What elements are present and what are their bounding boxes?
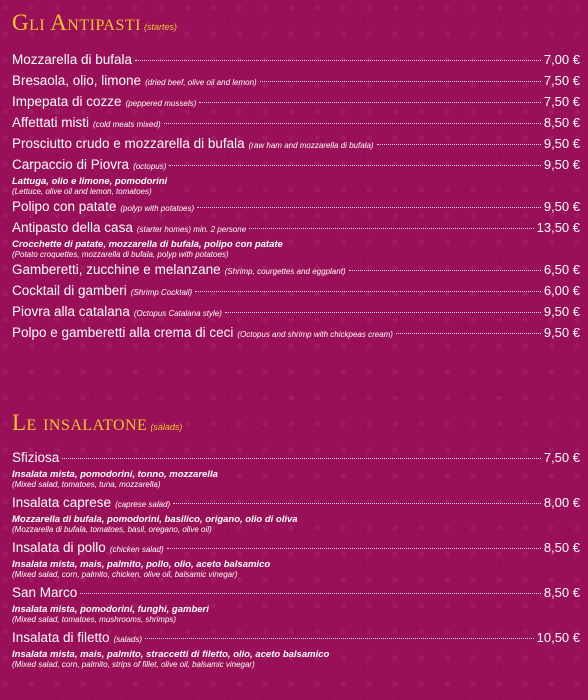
menu-item (12, 325, 580, 344)
menu-item-line (12, 630, 580, 649)
menu-item (12, 136, 580, 155)
dish-description-english: (Mixed salad, corn, palmito, chicken, olive oil, balsamic vinegar) (12, 570, 238, 579)
menu-item-line (12, 450, 580, 469)
dish-name: Gamberetti, zucchine e melanzane (12, 262, 221, 277)
dish-price: 8,00 € (543, 495, 580, 510)
dish-name: Antipasto della casa (12, 220, 133, 235)
antipasti-title: Gli Antipasti (12, 10, 141, 35)
menu-item (12, 52, 580, 71)
dish-english-name: (dried beef, olive oil and lemon) (145, 78, 257, 87)
dish-price: 9,50 € (543, 136, 580, 151)
dot-leader (173, 503, 541, 504)
dish-name: Cocktail di gamberi (12, 283, 127, 298)
dish-description-english: (Potato croquettes, mozzarella di bufala, polyp with potatoes) (12, 250, 229, 259)
dish-english-name: (Shrimp, courgettes and eggplant) (224, 267, 346, 276)
dot-leader (167, 548, 541, 549)
insalatone-heading (12, 410, 588, 442)
menu-item (12, 630, 580, 670)
dish-english-name: (caprese salad) (115, 500, 171, 509)
dish-price: 7,50 € (543, 73, 580, 88)
dish-english-name: (peppered mussels) (125, 99, 197, 108)
menu-item-line (12, 220, 580, 239)
dish-price: 8,50 € (543, 540, 580, 555)
dish-name: Prosciutto crudo e mozzarella di bufala (12, 136, 245, 151)
dish-name: Piovra alla catalana (12, 304, 130, 319)
menu-item (12, 73, 580, 92)
insalatone-list (12, 450, 580, 675)
menu-item-line (12, 262, 580, 281)
menu-item (12, 199, 580, 218)
menu-item (12, 304, 580, 323)
dish-price: 7,50 € (543, 94, 580, 109)
insalatone-section (0, 410, 588, 669)
menu-item-line (12, 283, 580, 302)
antipasti-section (0, 10, 588, 340)
menu-item-line (12, 304, 580, 323)
menu-item (12, 585, 580, 625)
dish-price: 7,50 € (543, 450, 580, 465)
dot-leader (169, 165, 540, 166)
dish-name: Carpaccio di Piovra (12, 157, 130, 172)
dish-name: Insalata caprese (12, 495, 112, 510)
menu-item (12, 157, 580, 197)
antipasti-subtitle: (startes) (143, 22, 177, 32)
dish-name: Bresaola, olio, limone (12, 73, 142, 88)
dish-price: 6,00 € (543, 283, 580, 298)
dot-leader (260, 81, 541, 82)
menu-item (12, 495, 580, 535)
dish-name: Affettati misti (12, 115, 90, 130)
dot-leader (80, 593, 541, 594)
menu-item (12, 450, 580, 490)
dish-price: 8,50 € (543, 115, 580, 130)
menu-item-line (12, 585, 580, 604)
menu-item-line (12, 199, 580, 218)
dish-english-name: (Shrimp Cocktail) (130, 288, 193, 297)
dish-description: Mozzarella di bufala, pomodorini, basilico, origano, olio di oliva (12, 514, 298, 525)
dish-price: 8,50 € (543, 585, 580, 600)
dish-name: Insalata di pollo (12, 540, 106, 555)
dish-english-name: (starter homes) min. 2 persone (136, 225, 247, 234)
menu-item (12, 262, 580, 281)
insalatone-subtitle: (salads) (150, 422, 183, 432)
dish-name: San Marco (12, 585, 78, 600)
menu-item-line (12, 325, 580, 344)
dish-english-name: (chicken salad) (109, 545, 164, 554)
dish-name: Insalata di filetto (12, 630, 110, 645)
dish-name: Mozzarella di bufala (12, 52, 133, 67)
menu-item (12, 94, 580, 113)
dish-name: Polpo e gamberetti alla crema di ceci (12, 325, 234, 340)
dot-leader (225, 312, 541, 313)
dish-name: Polipo con patate (12, 199, 117, 214)
dot-leader (62, 458, 541, 459)
dish-english-name: (polyp with potatoes) (120, 204, 195, 213)
dot-leader (249, 228, 533, 229)
dish-price: 6,50 € (543, 262, 580, 277)
dish-price: 9,50 € (543, 199, 580, 214)
dish-description-english: (Mixed salad, tomatoes, mushrooms, shrimps) (12, 615, 177, 624)
dish-english-name: (cold meats mixed) (93, 120, 161, 129)
menu-item-line (12, 495, 580, 514)
dish-description-english: (Mixed salad, corn, palmito, strips of fillet, olive oil, balsamic vinegar) (12, 660, 255, 669)
menu-item (12, 283, 580, 302)
dot-leader (164, 123, 541, 124)
dot-leader (195, 291, 541, 292)
dish-english-name: (octopus) (133, 162, 167, 171)
dish-english-name: (salads) (113, 635, 143, 644)
menu-item-line (12, 52, 580, 71)
menu-item (12, 220, 580, 260)
dot-leader (396, 333, 541, 334)
menu-item-line (12, 157, 580, 176)
dish-price: 9,50 € (543, 157, 580, 172)
dish-price: 13,50 € (536, 220, 580, 235)
dish-price: 9,50 € (543, 325, 580, 340)
insalatone-title: Le insalatone (12, 410, 148, 435)
dish-english-name: (raw ham and mozzarella di bufala) (248, 141, 374, 150)
menu-item-line (12, 136, 580, 155)
menu-item (12, 540, 580, 580)
dot-leader (135, 60, 541, 61)
dish-name: Sfiziosa (12, 450, 60, 465)
dot-leader (145, 638, 534, 639)
menu-item-line (12, 94, 580, 113)
antipasti-list (12, 52, 580, 346)
dish-description: Insalata mista, pomodorini, tonno, mozzarella (12, 469, 218, 480)
dish-description: Lattuga, olio e limone, pomodorini (12, 176, 168, 187)
dish-price: 7,00 € (543, 52, 580, 67)
dish-price: 9,50 € (543, 304, 580, 319)
dish-name: Impepata di cozze (12, 94, 122, 109)
dot-leader (199, 102, 541, 103)
dish-description-english: (Mixed salad, tomatoes, tuna, mozzarella) (12, 480, 161, 489)
dish-price: 10,50 € (536, 630, 580, 645)
dish-description: Insalata mista, mais, palmito, straccetti di filetto, olio, aceto balsamico (12, 649, 330, 660)
menu-item-line (12, 540, 580, 559)
dish-english-name: (Octopus and shrimp with chickpeas cream) (237, 330, 393, 339)
dish-description: Insalata mista, mais, palmito, pollo, olio, aceto balsamico (12, 559, 271, 570)
menu-item-line (12, 73, 580, 92)
menu-item-line (12, 115, 580, 134)
dish-description-english: (Mozzarella di bufala, tomatoes, basil, oregano, olive oil) (12, 525, 212, 534)
dish-english-name: (Octopus Catalana style) (133, 309, 222, 318)
menu-item (12, 115, 580, 134)
dish-description-english: (Lettuce, olive oil and lemon, tomatoes) (12, 187, 152, 196)
dish-description: Crocchette di patate, mozzarella di bufala, polipo con patate (12, 239, 283, 250)
dot-leader (349, 270, 541, 271)
dot-leader (377, 144, 541, 145)
antipasti-heading (12, 10, 588, 42)
dish-description: Insalata mista, pomodorini, funghi, gamberi (12, 604, 209, 615)
dot-leader (197, 207, 541, 208)
